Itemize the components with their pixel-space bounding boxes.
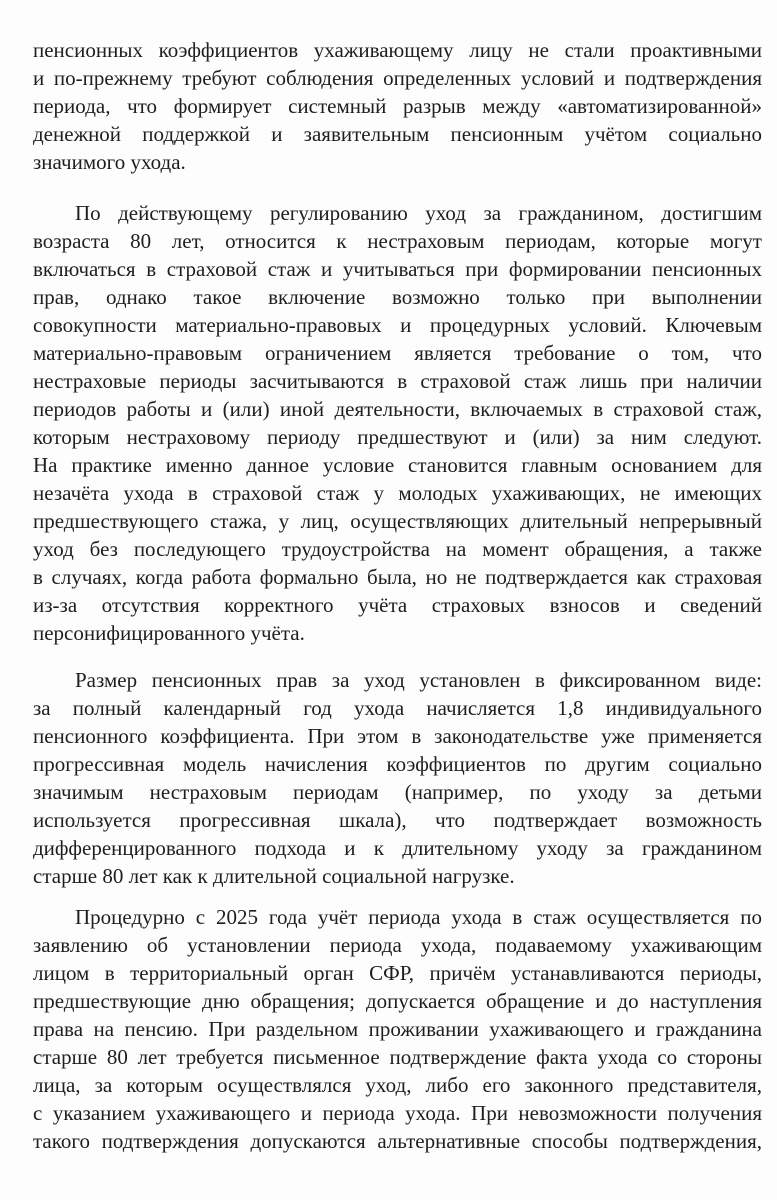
text-line: Процедурно с 2025 года учёт периода ухода в стаж осуществляется по [75, 905, 762, 929]
text-line: с указанием ухаживающего и периода ухода. При невозможности получения [33, 1101, 762, 1125]
text-line: нестраховые периоды засчитываются в страховой стаж лишь при наличии [33, 369, 762, 393]
text-line: денежной поддержкой и заявительным пенсионным учётом социально [33, 122, 762, 146]
text-line: материально-правовым ограничением является требование о том, что [33, 341, 762, 365]
text-line: незачёта ухода в страховой стаж у молодых ухаживающих, не имеющих [33, 481, 762, 505]
text-line: права на пенсию. При раздельном проживании ухаживающего и гражданина [33, 1017, 762, 1041]
text-line: персонифицированного учёта. [33, 621, 305, 645]
text-line: значимого ухода. [33, 150, 186, 174]
text-line: совокупности материально-правовых и процедурных условий. Ключевым [33, 313, 762, 337]
text-line: из-за отсутствия корректного учёта страховых взносов и сведений [33, 593, 762, 617]
text-line: Размер пенсионных прав за уход установлен в фиксированном виде: [75, 668, 762, 692]
paragraph [33, 903, 762, 1155]
paragraph [33, 36, 762, 176]
text-line: прогрессивная модель начисления коэффициентов по другим социально [33, 752, 762, 776]
text-line: используется прогрессивная шкала), что подтверждает возможность [33, 808, 762, 832]
text-line: старше 80 лет требуется письменное подтверждение факта ухода со стороны [33, 1045, 762, 1069]
text-line: такого подтверждения допускаются альтернативные способы подтверждения, [33, 1129, 762, 1153]
text-line: в случаях, когда работа формально была, но не подтверждается как страховая [33, 565, 762, 589]
text-line: за полный календарный год ухода начисляется 1,8 индивидуального [33, 696, 762, 720]
text-line: значимым нестраховым периодам (например, по уходу за детьми [33, 780, 762, 804]
text-line: и по-прежнему требуют соблюдения определенных условий и подтверждения [33, 66, 762, 90]
text-line: лицом в территориальный орган СФР, причём устанавливаются периоды, [33, 961, 762, 985]
text-line: возраста 80 лет, относится к нестраховым периодам, которые могут [33, 229, 762, 253]
text-line: По действующему регулированию уход за гражданином, достигшим [75, 201, 762, 225]
text-line: На практике именно данное условие становится главным основанием для [33, 453, 762, 477]
text-line: которым нестраховому периоду предшествуют и (или) за ним следуют. [33, 425, 762, 449]
text-line: периода, что формирует системный разрыв между «автоматизированной» [33, 94, 762, 118]
text-line: пенсионных коэффициентов ухаживающему лицу не стали проактивными [33, 38, 762, 62]
paragraph [33, 199, 762, 647]
text-line: прав, однако такое включение возможно только при выполнении [33, 285, 762, 309]
text-line: включаться в страховой стаж и учитываться при формировании пенсионных [33, 257, 762, 281]
text-line: периодов работы и (или) иной деятельности, включаемых в страховой стаж, [33, 397, 762, 421]
text-line: заявлению об установлении периода ухода, подаваемому ухаживающим [33, 933, 762, 957]
text-line: дифференцированного подхода и к длительному уходу за гражданином [33, 836, 762, 860]
text-line: предшествующего стажа, у лиц, осуществляющих длительный непрерывный [33, 509, 762, 533]
text-line: предшествующие дню обращения; допускается обращение и до наступления [33, 989, 762, 1013]
paragraph [33, 666, 762, 890]
text-line: уход без последующего трудоустройства на момент обращения, а также [33, 537, 762, 561]
text-line: пенсионного коэффициента. При этом в законодательстве уже применяется [33, 724, 762, 748]
text-line: старше 80 лет как к длительной социальной нагрузке. [33, 864, 515, 888]
text-line: лица, за которым осуществлялся уход, либо его законного представителя, [33, 1073, 762, 1097]
